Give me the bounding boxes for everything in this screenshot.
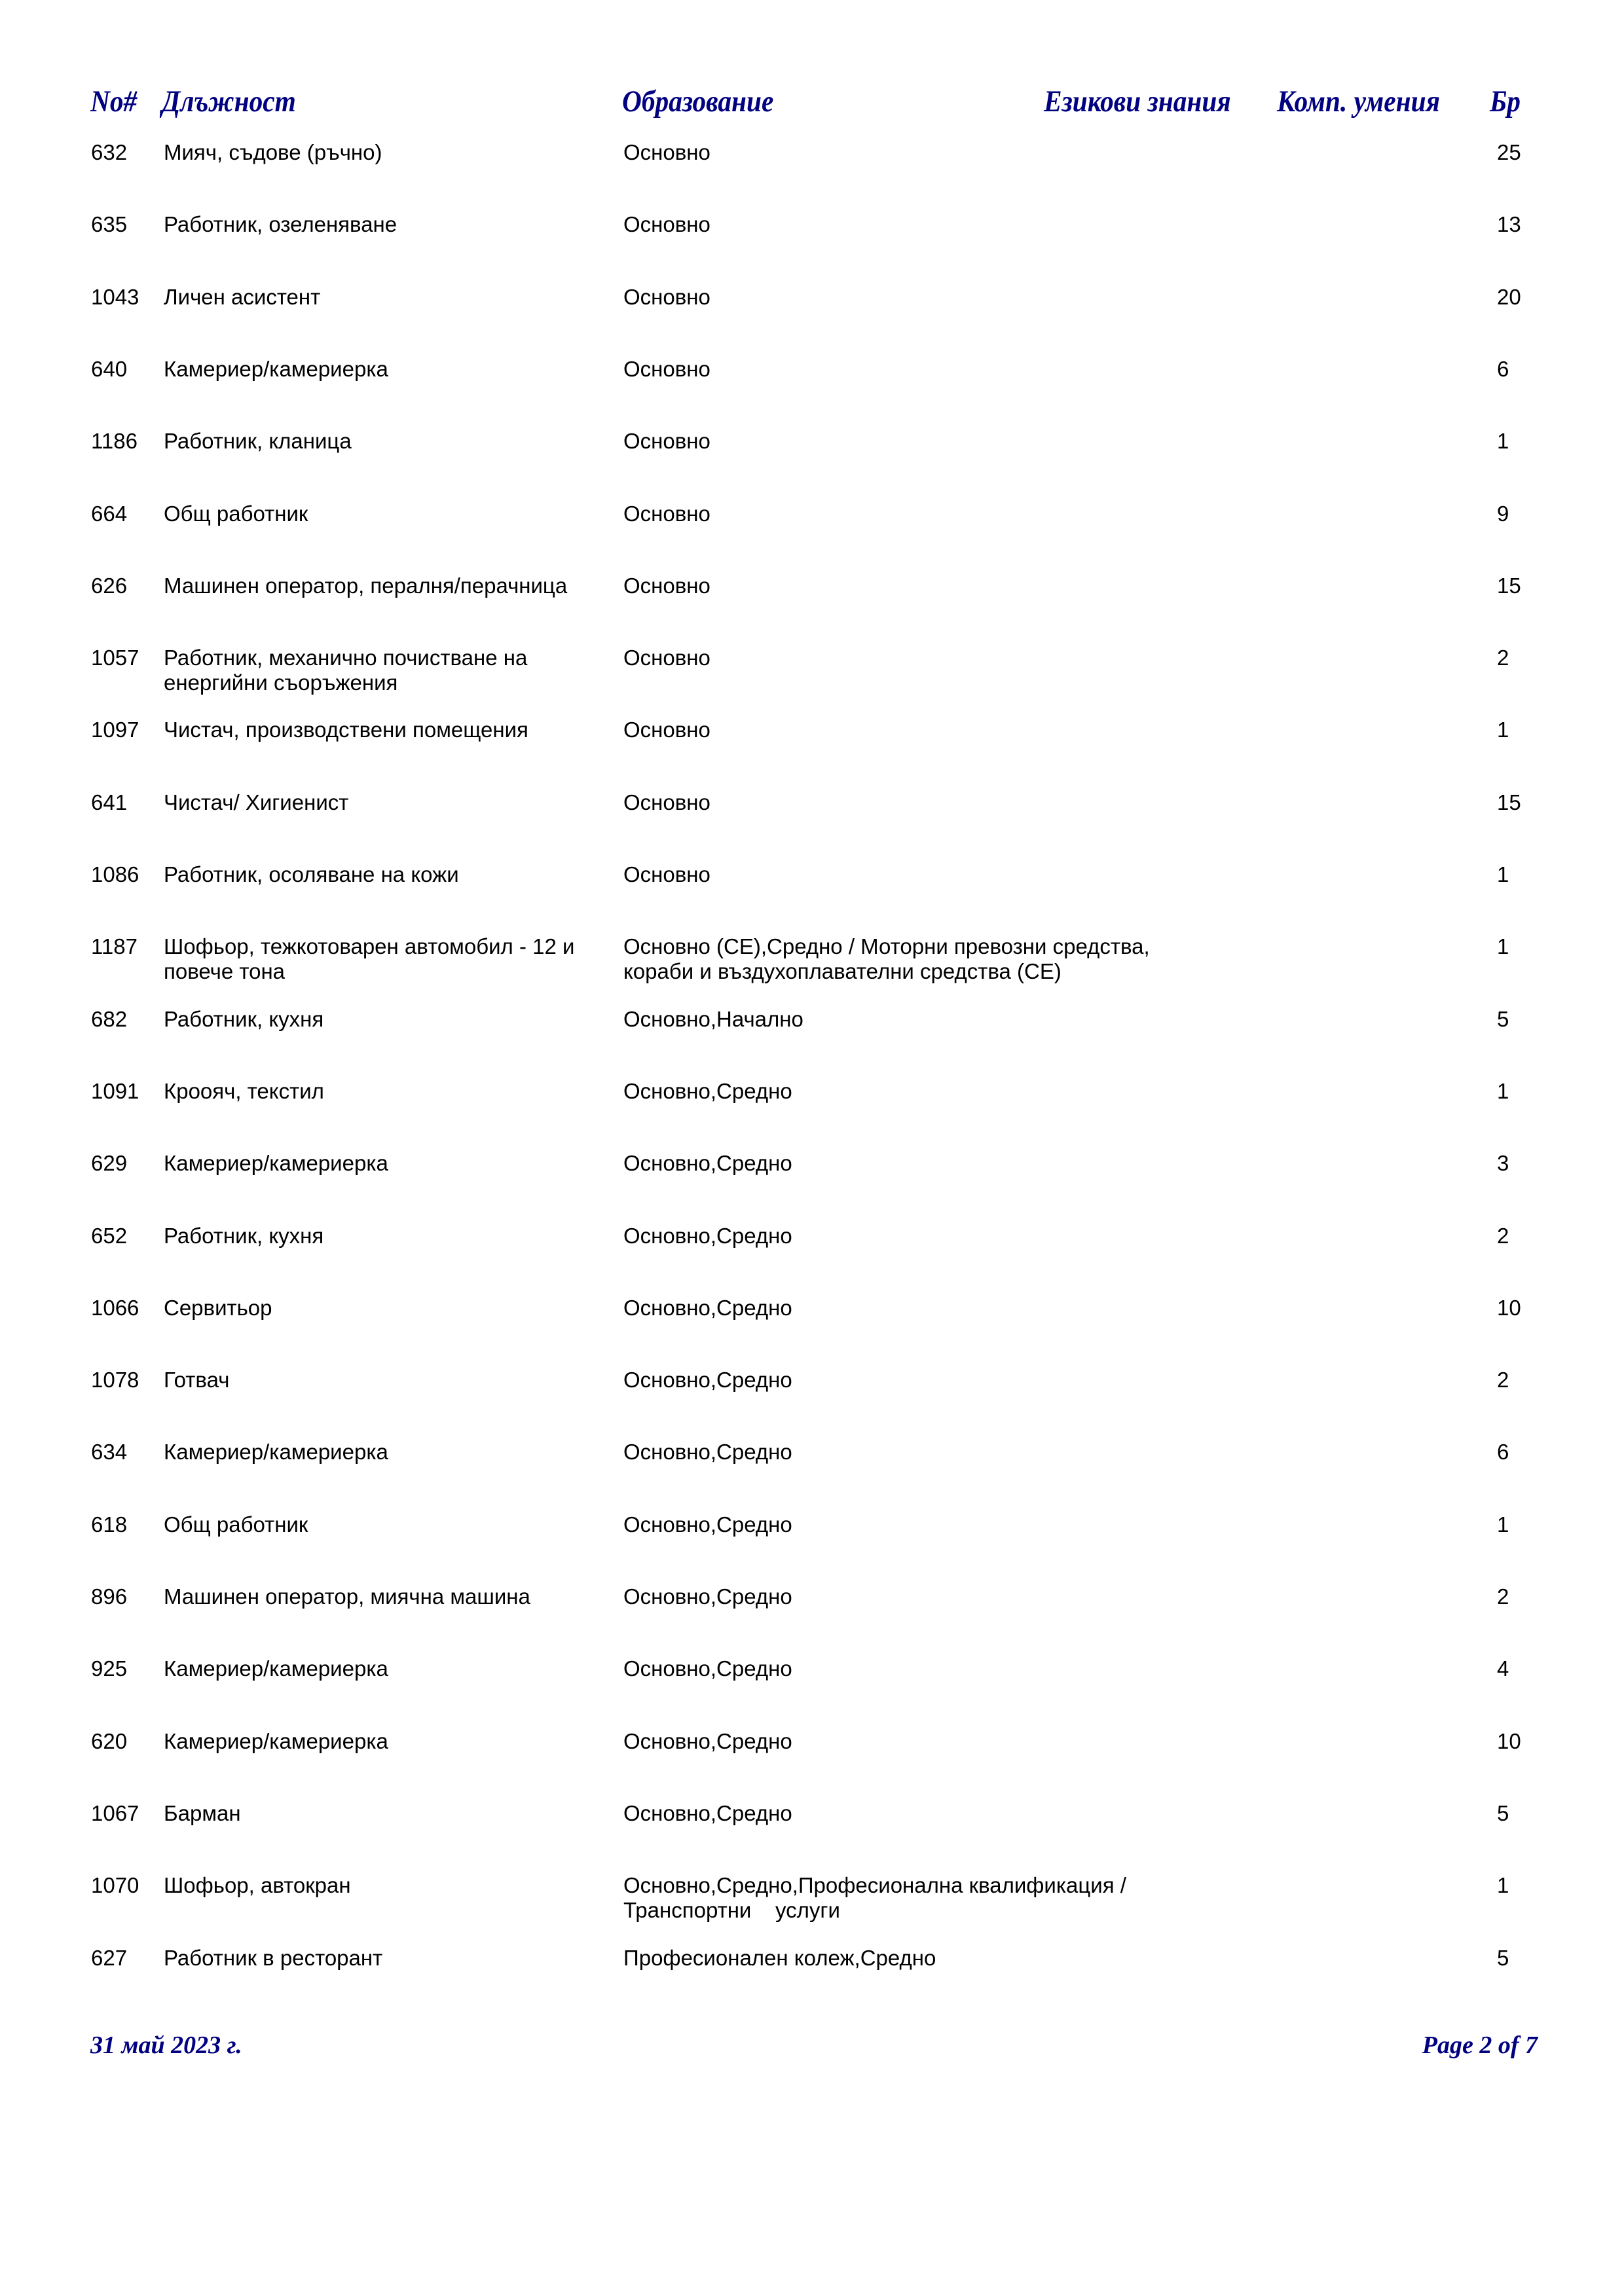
cell-no: 626 [91,573,128,598]
header-education: Образование [622,84,774,118]
cell-no: 627 [91,1945,128,1970]
cell-no: 1086 [91,862,139,886]
cell-position: Камериер/камериерка [164,356,388,381]
cell-no: 629 [91,1151,128,1176]
cell-count: 1 [1497,1078,1509,1103]
cell-education: Основно,Средно [623,1368,792,1393]
cell-no: 1097 [91,718,139,742]
cell-count: 1 [1497,1512,1509,1537]
cell-education: Основно,Средно [623,1728,792,1753]
header-no: No# [90,84,138,118]
footer-date: 31 май 2023 г. [90,2032,242,2059]
cell-no: 620 [91,1728,128,1753]
cell-position: Мияч, съдове (ръчно) [164,140,382,164]
cell-education: Основно [623,212,710,237]
cell-no: 1186 [91,429,138,454]
cell-count: 5 [1497,1800,1509,1825]
cell-count: 25 [1497,140,1521,164]
cell-position: Общ работник [164,501,308,526]
cell-count: 10 [1497,1295,1521,1320]
cell-position: Машинен оператор, миячна машина [164,1584,530,1609]
cell-position: Работник, осоляване на кожи [164,862,459,886]
cell-no: 640 [91,356,128,381]
cell-count: 9 [1497,501,1509,526]
cell-education: Основно [623,284,710,309]
header-languages: Езикови знания [1044,84,1231,118]
cell-position: Шофьор, автокран [164,1873,351,1898]
header-position: Длъжност [162,84,296,118]
cell-count: 10 [1497,1728,1521,1753]
cell-no: 1078 [91,1368,139,1393]
cell-no: 1043 [91,284,139,309]
cell-position: Камериер/камериерка [164,1151,388,1176]
cell-no: 1066 [91,1295,139,1320]
cell-no: 641 [91,790,128,814]
cell-position: Работник, кланица [164,429,352,454]
cell-position: Работник в ресторант [164,1945,383,1970]
cell-count: 3 [1497,1151,1509,1176]
cell-education: Основно [623,501,710,526]
cell-count: 2 [1497,646,1509,670]
cell-count: 15 [1497,790,1521,814]
cell-position: Кроояч, текстил [164,1078,324,1103]
cell-education: Професионален колеж,Средно [623,1945,936,1970]
cell-position: Общ работник [164,1512,308,1537]
cell-no: 652 [91,1223,128,1248]
cell-count: 5 [1497,1945,1509,1970]
cell-position: Готвач [164,1368,230,1393]
cell-count: 1 [1497,1873,1509,1898]
cell-education: Основно [623,573,710,598]
cell-education: Основно,Средно [623,1151,792,1176]
cell-count: 1 [1497,934,1509,959]
cell-position: Сервитьор [164,1295,272,1320]
cell-education: Основно,Средно [623,1656,792,1681]
cell-count: 5 [1497,1006,1509,1031]
cell-education: Основно [623,356,710,381]
cell-no: 1067 [91,1800,139,1825]
cell-no: 1091 [91,1078,139,1103]
cell-count: 1 [1497,862,1509,886]
cell-education: Основно (CE),Средно / Моторни превозни средства, кораби и въздухоплавателни средства (CE) [623,934,1156,984]
cell-count: 13 [1497,212,1521,237]
footer-page-number: Page 2 of 7 [1422,2032,1538,2059]
cell-position: Чистач/ Хигиенист [164,790,349,814]
cell-position: Личен асистент [164,284,321,309]
cell-count: 2 [1497,1368,1509,1393]
cell-no: 634 [91,1440,128,1465]
header-count: Бр [1490,84,1521,118]
cell-position: Работник, озеленяване [164,212,397,237]
cell-no: 1187 [91,934,138,959]
cell-count: 4 [1497,1656,1509,1681]
cell-count: 1 [1497,429,1509,454]
cell-position: Камериер/камериерка [164,1728,388,1753]
cell-no: 925 [91,1656,128,1681]
cell-education: Основно [623,790,710,814]
cell-education: Основно [623,429,710,454]
cell-position: Работник, кухня [164,1006,324,1031]
cell-position: Чистач, производствени помещения [164,718,528,742]
cell-education: Основно,Средно [623,1512,792,1537]
cell-no: 1057 [91,646,139,670]
header-computer-skills: Комп. умения [1277,84,1440,118]
cell-no: 664 [91,501,128,526]
cell-count: 20 [1497,284,1521,309]
cell-position: Работник, кухня [164,1223,324,1248]
cell-count: 15 [1497,573,1521,598]
cell-education: Основно [623,862,710,886]
cell-education: Основно,Средно [623,1223,792,1248]
cell-education: Основно,Средно,Професионална квалификация / Транспортни услуги [623,1873,1133,1923]
cell-count: 2 [1497,1584,1509,1609]
cell-no: 682 [91,1006,128,1031]
cell-no: 635 [91,212,128,237]
cell-no: 1070 [91,1873,139,1898]
cell-position: Работник, механично почистване на енергийни съоръжения [164,646,528,695]
cell-no: 632 [91,140,128,164]
cell-education: Основно,Начално [623,1006,803,1031]
cell-education: Основно,Средно [623,1584,792,1609]
cell-count: 6 [1497,356,1509,381]
cell-education: Основно [623,140,710,164]
cell-count: 6 [1497,1440,1509,1465]
cell-position: Камериер/камериерка [164,1440,388,1465]
cell-education: Основно,Средно [623,1078,792,1103]
cell-position: Машинен оператор, пералня/перачница [164,573,568,598]
cell-position: Камериер/камериерка [164,1656,388,1681]
cell-position: Шофьор, тежкотоварен автомобил - 12 и повече тона [164,934,575,984]
cell-education: Основно,Средно [623,1800,792,1825]
cell-count: 1 [1497,718,1509,742]
cell-no: 896 [91,1584,128,1609]
cell-education: Основно,Средно [623,1295,792,1320]
cell-education: Основно [623,646,710,670]
cell-position: Барман [164,1800,241,1825]
cell-no: 618 [91,1512,128,1537]
cell-count: 2 [1497,1223,1509,1248]
cell-education: Основно [623,718,710,742]
cell-education: Основно,Средно [623,1440,792,1465]
